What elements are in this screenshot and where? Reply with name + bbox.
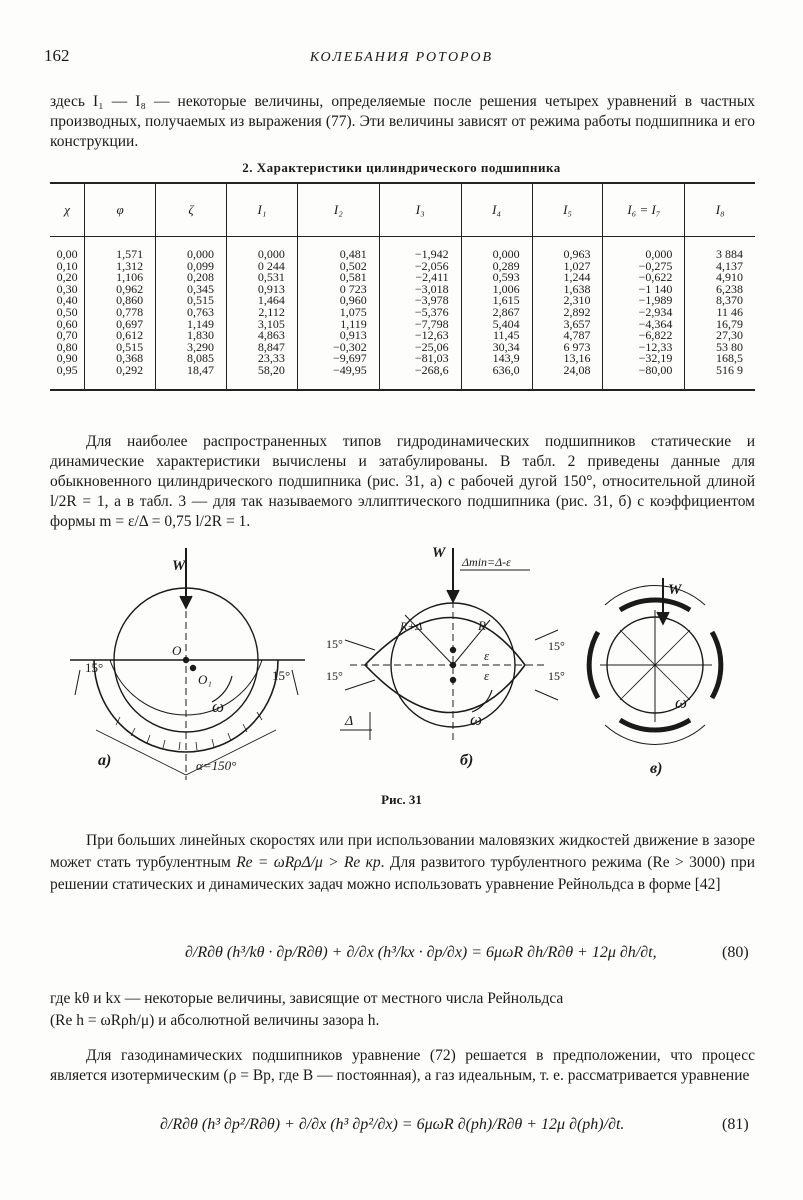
turbulent-text-1: При больших линейных скоростях или при использовании маловязких жидкостей движение в зазоре может стать турбулентным	[50, 832, 755, 871]
table-cell: 1,106	[85, 272, 156, 284]
table-cell: 30,34	[461, 342, 532, 354]
table-cell: 0,000	[461, 237, 532, 261]
table-cell: −80,00	[603, 365, 685, 390]
table-cell: 5,404	[461, 319, 532, 331]
paragraph-table-description: Для наиболее распространенных типов гидродинамических подшипников статические и динамические характеристики вычислены и затабулированы. В табл. 2 приведены данные для обыкновенного цилиндрического подшипника (рис. 31, а) с рабочей дугой 150°, относительной длиной l/2R = 1, а в табл. 3 — для так называемого эллиптического подшипника (рис. 31, б) с коэффициентом формы m = ε/Δ = 0,75 l/2R = 1.	[50, 433, 755, 530]
fig-b-sublabel: б)	[460, 752, 474, 769]
figure-31	[0, 540, 803, 790]
table-cell: 0,531	[227, 272, 298, 284]
fig-a-sublabel: а)	[98, 752, 112, 769]
table-cell: 0,860	[85, 295, 156, 307]
table-cell: 1,075	[297, 307, 379, 319]
table-cell: −1,942	[379, 237, 461, 261]
table-body	[50, 237, 755, 390]
table-cell: 0,515	[85, 342, 156, 354]
table-cell: 143,9	[461, 353, 532, 365]
fig-b-radius: R	[478, 618, 486, 633]
table-cell: 6,238	[685, 284, 755, 296]
table-cell: 18,47	[156, 365, 227, 390]
table-cell: 0,963	[532, 237, 603, 261]
table-cell: 0,20	[56, 270, 78, 285]
fig-a-arc-label: α=150°	[196, 758, 237, 773]
table-cell: 1,638	[532, 284, 603, 296]
table-cell: 0,593	[461, 272, 532, 284]
table-cell: 0,962	[85, 284, 156, 296]
k-coeff-text-1: где kθ и kx — некоторые величины, зависящие от местного числа Рейнольдса	[50, 990, 564, 1007]
table-cell: −268,6	[379, 365, 461, 390]
fig-c-omega: ω	[675, 693, 688, 712]
table-header-cell: I₂	[297, 183, 379, 237]
table-cell: 0,208	[156, 272, 227, 284]
table-cell: 0,40	[56, 293, 78, 308]
turbulent-text-2: Для	[389, 854, 416, 871]
table-header-cell: I₈	[685, 183, 755, 237]
table-cell: 0,913	[227, 284, 298, 296]
table-cell: 0,289	[461, 261, 532, 273]
table-cell: 168,5	[685, 353, 755, 365]
fig-a-angle-right: 15°	[272, 668, 291, 683]
table-cell: 0,95	[50, 365, 85, 390]
table-cell: −1 140	[603, 284, 685, 296]
table-cell: 0,000	[603, 237, 685, 261]
paragraph-gas-bearing: Для газодинамических подшипников уравнение (72) решается в предположении, что процесс является изотермическим (ρ = Bp, где B — постоянная), а газ идеальным, т. е. рассматривается уравнение	[50, 1047, 755, 1084]
fig-b-r-plus-delta: R+Δ	[400, 619, 423, 633]
table-cell: 0,90	[56, 351, 78, 366]
table-cell: −0,622	[603, 272, 685, 284]
table-caption: 2. Характеристики цилиндрического подшипника	[242, 160, 561, 175]
table-header-cell: χ	[50, 183, 85, 237]
table-cell: −2,411	[379, 272, 461, 284]
table-cell: 0,000	[227, 237, 298, 261]
table-header-cell: I₄	[461, 183, 532, 237]
table-header-cell: I₃	[379, 183, 461, 237]
table-cell: −5,376	[379, 307, 461, 319]
table-cell: 3,657	[532, 319, 603, 331]
figure-b-elliptic-bearing	[340, 548, 558, 740]
table-cell: 0,70	[56, 328, 78, 343]
table-cell: −2,934	[603, 307, 685, 319]
fig-b-eps-2: ε	[484, 668, 490, 683]
table-cell: −4,364	[603, 319, 685, 331]
table-cell: 0,60	[56, 316, 78, 331]
table-cell: 4,137	[685, 261, 755, 273]
table-cell: 11 46	[685, 307, 755, 319]
table-cell: 2,112	[227, 307, 298, 319]
fig-a-center-o1: O₁	[198, 672, 212, 687]
table-cell: 0,368	[85, 353, 156, 365]
table-header-row	[50, 183, 755, 237]
table-cell: 8,085	[156, 353, 227, 365]
table-cell: −12,63	[379, 330, 461, 342]
table-cell: 4,910	[685, 272, 755, 284]
table-cell: 2,310	[532, 295, 603, 307]
table-cell: 1,571	[85, 237, 156, 261]
table-cell: −9,697	[297, 353, 379, 365]
table-cell: 24,08	[532, 365, 603, 390]
table-cell: 0,515	[156, 295, 227, 307]
table-header-cell: φ	[85, 183, 156, 237]
fig-a-load-label: W	[172, 558, 186, 574]
table-cell: −1,989	[603, 295, 685, 307]
bearing-characteristics-table	[50, 182, 755, 391]
fig-b-angle-3: 15°	[548, 639, 565, 653]
paragraph-turbulent: При больших линейных скоростях или при использовании маловязких жидкостей движение в зазоре может стать турбулентным Re = ωRρΔ/μ > Re кр. Для развитого турбулентного режима (Re > 3000) при решении статических и динамических задач можно использовать уравнение Рейнольдса в форме [42]	[50, 832, 755, 893]
table-cell: 0,30	[56, 281, 78, 296]
fig-b-delta-min: Δmin=Δ-ε	[462, 555, 511, 569]
table-cell: 8,370	[685, 295, 755, 307]
fig-c-sublabel: в)	[650, 760, 663, 777]
fig-a-angle-left: 15°	[85, 660, 104, 675]
table-cell: 0 244	[227, 261, 298, 273]
table-cell: 0,000	[156, 237, 227, 261]
table-cell: 0,481	[297, 237, 379, 261]
reynolds-inline-expression: Re = ωRρΔ/μ > Re кр	[236, 854, 381, 871]
table-cell: 3,105	[227, 319, 298, 331]
table-cell: 0,80	[56, 339, 78, 354]
table-cell: −3,018	[379, 284, 461, 296]
table-cell: 0,763	[156, 307, 227, 319]
table-cell: −0,302	[297, 342, 379, 354]
figure-c-segmented-bearing	[589, 578, 721, 744]
table-cell: −6,822	[603, 330, 685, 342]
page-number: 162	[44, 46, 70, 65]
table-cell: 27,30	[685, 330, 755, 342]
table-cell: −49,95	[297, 365, 379, 390]
equation-81	[160, 1116, 624, 1134]
table-cell: 3,290	[156, 342, 227, 354]
table-cell: 1,830	[156, 330, 227, 342]
fig-b-eps-1: ε	[484, 648, 490, 663]
table-cell: 16,79	[685, 319, 755, 331]
table-cell: −3,978	[379, 295, 461, 307]
table-cell: 0,697	[85, 319, 156, 331]
table-cell: 1,464	[227, 295, 298, 307]
table-cell: −32,19	[603, 353, 685, 365]
table-cell: 8,847	[227, 342, 298, 354]
table-cell: 0 723	[297, 284, 379, 296]
table-cell: 1,027	[532, 261, 603, 273]
table-header-cell: I₆ = I₇	[603, 183, 685, 237]
fig-a-center-o: O	[172, 643, 182, 658]
table-cell: −0,275	[603, 261, 685, 273]
table-row	[50, 237, 755, 261]
table-cell: 0,581	[297, 272, 379, 284]
table-cell: 1,149	[156, 319, 227, 331]
table-cell: 23,33	[227, 353, 298, 365]
table-cell: 0,913	[297, 330, 379, 342]
table-cell: 0,612	[85, 330, 156, 342]
table-cell: 1,615	[461, 295, 532, 307]
table-cell: 0,502	[297, 261, 379, 273]
table-cell: 4,787	[532, 330, 603, 342]
table-cell: 13,16	[532, 353, 603, 365]
equation-81-number: (81)	[722, 1116, 749, 1133]
table-header-cell: I₁	[227, 183, 298, 237]
table-cell: −2,056	[379, 261, 461, 273]
paragraph-k-coefficients	[50, 988, 755, 1032]
figure-caption: Рис. 31	[381, 792, 422, 807]
table-cell: 0,099	[156, 261, 227, 273]
table-cell: 11,45	[461, 330, 532, 342]
table-cell: 636,0	[461, 365, 532, 390]
intro-paragraph: здесь I₁ — I₈ — некоторые величины, определяемые после решения четырех уравнений в частных производных, получаемых из выражения (77). Эти величины зависят от режима работы подшипника и его конструкции.	[50, 93, 755, 150]
fig-c-load-label: W	[668, 582, 682, 598]
turbulent-text-3: развитого турбулентного режима (Re > 3000) при решении статических и динамических задач можно использовать уравнение Рейнольдса в форме [42]	[50, 854, 755, 893]
table-cell: 2,892	[532, 307, 603, 319]
table-cell: 53 80	[685, 342, 755, 354]
table-cell: 6 973	[532, 342, 603, 354]
table-cell: 4,863	[227, 330, 298, 342]
table-cell: 1,312	[85, 261, 156, 273]
table-cell: 1,244	[532, 272, 603, 284]
table-cell: 0,00	[56, 247, 78, 261]
table-cell: 0,10	[56, 258, 78, 273]
fig-b-load-label: W	[432, 545, 446, 561]
fig-b-angle-1: 15°	[326, 637, 343, 651]
table-header-cell: I₅	[532, 183, 603, 237]
equation-81-text: ∂/R∂θ (h³ ∂p²/R∂θ) + ∂/∂x (h³ ∂p²/∂x) = 6μωR ∂(ph)/R∂θ + 12μ ∂(ph)/∂t.	[160, 1116, 625, 1133]
table-cell: 0,778	[85, 307, 156, 319]
table-row	[50, 365, 755, 390]
fig-b-omega: ω	[470, 710, 483, 729]
fig-b-angle-4: 15°	[548, 669, 565, 683]
table-cell: 1,006	[461, 284, 532, 296]
equation-80	[185, 944, 657, 962]
fig-b-delta: Δ	[345, 714, 354, 729]
table-cell: 3 884	[685, 237, 755, 261]
running-title: КОЛЕБАНИЯ РОТОРОВ	[309, 50, 494, 65]
equation-80-number: (80)	[722, 944, 749, 961]
table-header-cell: ζ	[156, 183, 227, 237]
fig-a-omega: ω	[212, 697, 225, 716]
table-cell: 0,50	[56, 304, 78, 319]
table-cell: 0,960	[297, 295, 379, 307]
table-cell: −25,06	[379, 342, 461, 354]
table-cell: 1,119	[297, 319, 379, 331]
figure-a-cylindrical-bearing	[70, 548, 305, 780]
fig-b-angle-2: 15°	[326, 669, 343, 683]
table-cell: 516 9	[685, 365, 755, 390]
table-cell: −81,03	[379, 353, 461, 365]
table-cell: 0,345	[156, 284, 227, 296]
table-cell: 58,20	[227, 365, 298, 390]
table-cell: 0,292	[85, 365, 156, 390]
table-cell: −12,33	[603, 342, 685, 354]
table-cell: 2,867	[461, 307, 532, 319]
table-cell: −7,798	[379, 319, 461, 331]
k-coeff-text-2: (Re h = ωRρh/μ) и абсолютной величины зазора h.	[50, 1012, 380, 1029]
equation-80-text: ∂/R∂θ (h³/kθ · ∂p/R∂θ) + ∂/∂x (h³/kx · ∂p/∂x) = 6μωR ∂h/R∂θ + 12μ ∂h/∂t,	[185, 944, 657, 961]
